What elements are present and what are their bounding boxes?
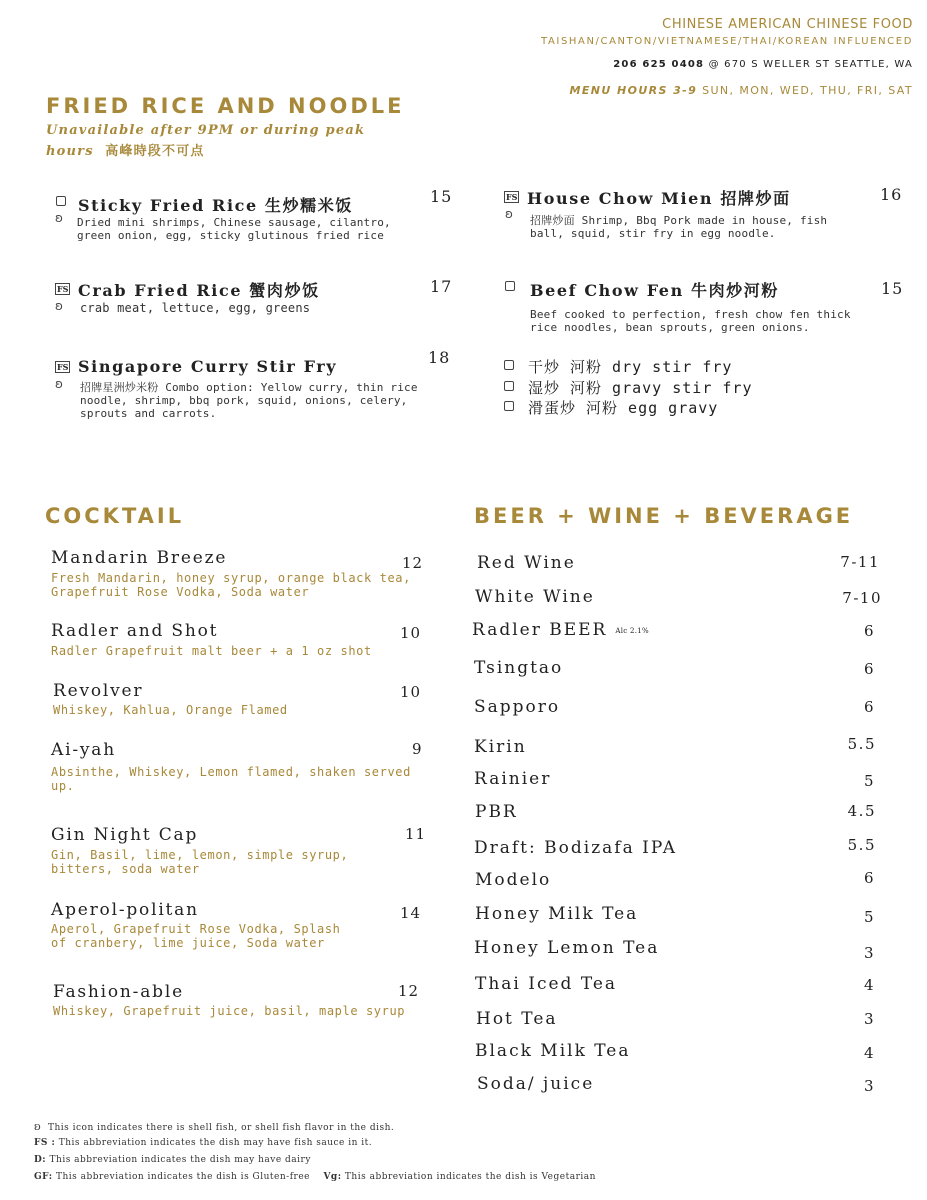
shrimp-icon: ʚ: [55, 299, 63, 313]
option-gravy-stir-fry: 湿炒 河粉 gravy stir fry: [528, 379, 753, 397]
beverage-price: 6: [863, 698, 875, 716]
cocktail-name: Revolver: [53, 681, 144, 701]
beverage-name: Thai Iced Tea: [475, 974, 618, 994]
beverage-name: White Wine: [475, 587, 595, 607]
legend-gluten-vegetarian: [34, 1172, 596, 1182]
cocktail-name: Aperol-politan: [51, 900, 199, 920]
cocktail-name: Radler and Shot: [51, 621, 219, 641]
legend-vg-key: Vg:: [323, 1172, 342, 1182]
beverage-price: 5: [863, 772, 875, 790]
beverage-price: 3: [863, 1077, 875, 1095]
cocktail-price: 12: [398, 982, 420, 1000]
cocktail-description: Absinthe, Whiskey, Lemon flamed, shaken served up.: [51, 765, 411, 793]
header-contact: [613, 59, 913, 70]
shrimp-icon: ʚ: [505, 207, 513, 221]
shrimp-icon: ʚ: [55, 211, 63, 225]
note-line-2: hours: [46, 144, 94, 159]
legend-vg-text: This abbreviation indicates the dish is Vegetarian: [344, 1172, 596, 1182]
beverage-name: Kirin: [474, 737, 527, 757]
beverage-price: 5.5: [847, 836, 876, 854]
beverage-price: 3: [863, 1010, 875, 1028]
dish-price: 15: [881, 279, 904, 298]
dish-description: crab meat, lettuce, egg, greens: [80, 301, 311, 315]
shrimp-icon: ʚ: [55, 377, 63, 391]
fish-sauce-tag: FS: [57, 284, 69, 294]
legend-gf-text: This abbreviation indicates the dish is Gluten-free: [55, 1172, 310, 1182]
beverage-price: 6: [863, 869, 875, 887]
fried-rice-availability-note: [46, 120, 386, 162]
header-restaurant-type: CHINESE AMERICAN CHINESE FOOD: [662, 17, 913, 32]
beverage-price: 7-11: [840, 553, 880, 571]
cocktail-description: Whiskey, Kahlua, Orange Flamed: [53, 703, 288, 717]
cocktail-name: Fashion-able: [53, 982, 184, 1002]
beverage-price: 6: [863, 622, 875, 640]
beverage-name: Honey Lemon Tea: [474, 938, 660, 958]
fried-rice-section-title: FRIED RICE AND NOODLE: [46, 94, 405, 118]
legend-fs-key: FS :: [34, 1138, 56, 1148]
beverage-price: 7-10: [842, 589, 882, 607]
beverage-name: Modelo: [475, 870, 552, 890]
beverage-name: Soda/ juice: [477, 1074, 595, 1094]
menu-hours-days: SUN, MON, WED, THU, FRI, SAT: [702, 84, 913, 97]
beverage-name: Rainier: [474, 769, 552, 789]
beverage-name: [472, 620, 649, 640]
checkbox-icon: [504, 381, 514, 391]
cocktail-section-title: COCKTAIL: [45, 504, 185, 528]
beverage-name: Sapporo: [474, 697, 561, 717]
checkbox-icon: [504, 401, 514, 411]
cocktail-description: Fresh Mandarin, honey syrup, orange black tea, Grapefruit Rose Vodka, Soda water: [51, 571, 411, 599]
beverage-name: Black Milk Tea: [475, 1041, 631, 1061]
address: @ 670 S WELLER ST SEATTLE, WA: [708, 59, 913, 70]
dish-description: Beef cooked to perfection, fresh chow fen thick rice noodles, bean sprouts, green onions.: [530, 308, 851, 334]
beverage-price: 4: [863, 1044, 875, 1062]
cocktail-name: Ai-yah: [51, 740, 116, 760]
header-hours: [570, 84, 913, 97]
checkbox-icon: [56, 196, 66, 206]
dish-description: 招牌星洲炒米粉 Combo option: Yellow curry, thin rice noodle, shrimp, bbq pork, squid, onions, celery, sprouts and carrots.: [80, 381, 418, 420]
cocktail-price: 12: [402, 554, 424, 572]
cocktail-description: Gin, Basil, lime, lemon, simple syrup, bitters, soda water: [51, 848, 349, 876]
fish-sauce-tag: FS: [506, 192, 518, 202]
fish-sauce-tag: FS: [57, 362, 69, 372]
legend-d-text: This abbreviation indicates the dish may have dairy: [49, 1155, 311, 1165]
beverage-name: Hot Tea: [476, 1009, 558, 1029]
dish-price: 15: [430, 187, 453, 206]
beverage-price: 6: [863, 660, 875, 678]
beverage-price: 5: [863, 908, 875, 926]
beverage-name: Tsingtao: [474, 658, 564, 678]
legend-fish-sauce: [34, 1138, 372, 1148]
cocktail-price: 9: [412, 740, 423, 758]
beverage-price: 4: [863, 976, 875, 994]
option-egg-gravy: 滑蛋炒 河粉 egg gravy: [528, 399, 719, 417]
beverage-name: PBR: [475, 802, 518, 822]
dish-description: Dried mini shrimps, Chinese sausage, cilantro, green onion, egg, sticky glutinous fried rice: [77, 216, 391, 242]
cocktail-price: 14: [400, 904, 422, 922]
cocktail-description: Whiskey, Grapefruit juice, basil, maple syrup: [53, 1004, 406, 1018]
shrimp-icon: ʚ: [34, 1120, 42, 1133]
cocktail-name: Mandarin Breeze: [51, 548, 228, 568]
beverage-price: 4.5: [847, 802, 876, 820]
beverage-price: 3: [863, 944, 875, 962]
dish-name-singapore-curry: Singapore Curry Stir Fry: [78, 357, 338, 376]
legend-dairy: [34, 1155, 311, 1165]
dish-name-beef-chow-fen: Beef Chow Fen 牛肉炒河粉: [530, 281, 779, 300]
beverage-name: Red Wine: [477, 553, 576, 573]
dish-name-crab-fried-rice: Crab Fried Rice 蟹肉炒饭: [78, 281, 320, 300]
beverage-name-text: Radler BEER: [472, 620, 608, 640]
beverage-name: Draft: Bodizafa IPA: [474, 838, 677, 858]
phone-number: 206 625 0408: [613, 59, 705, 70]
dish-description: 招牌炒面 Shrimp, Bbq Pork made in house, fish ball, squid, stir fry in egg noodle.: [530, 214, 828, 240]
cocktail-price: 10: [400, 624, 422, 642]
note-chinese: 高峰時段不可点: [105, 144, 205, 159]
dish-name-sticky-fried-rice: Sticky Fried Rice 生炒糯米饭: [78, 196, 353, 215]
checkbox-icon: [504, 360, 514, 370]
cocktail-description: Radler Grapefruit malt beer + a 1 oz shot: [51, 644, 372, 658]
beverage-name: Honey Milk Tea: [475, 904, 639, 924]
note-line-1: Unavailable after 9PM or during peak: [46, 123, 366, 138]
cocktail-name: Gin Night Cap: [51, 825, 199, 845]
beverage-section-title: BEER + WINE + BEVERAGE: [474, 504, 854, 528]
option-dry-stir-fry: 干炒 河粉 dry stir fry: [528, 358, 733, 376]
legend-shellfish: [34, 1121, 394, 1133]
legend-shellfish-text: This icon indicates there is shell fish, or shell fish flavor in the dish.: [47, 1123, 395, 1133]
cocktail-price: 10: [400, 683, 422, 701]
alcohol-note: Alc 2.1%: [615, 626, 649, 635]
legend-gf-key: GF:: [34, 1172, 53, 1182]
checkbox-icon: [505, 281, 515, 291]
header-influences: TAISHAN/CANTON/VIETNAMESE/THAI/KOREAN INFLUENCED: [541, 36, 913, 47]
dish-name-house-chow-mien: House Chow Mien 招牌炒面: [527, 189, 791, 208]
dish-price: 17: [430, 277, 453, 296]
dish-price: 18: [428, 348, 451, 367]
cocktail-price: 11: [405, 825, 427, 843]
dish-price: 16: [880, 185, 903, 204]
beverage-price: 5.5: [847, 735, 876, 753]
cocktail-description: Aperol, Grapefruit Rose Vodka, Splash of cranbery, lime juice, Soda water: [51, 922, 341, 950]
menu-hours-label: MENU HOURS 3-9: [569, 84, 698, 97]
legend-d-key: D:: [34, 1155, 47, 1165]
legend-fs-text: This abbreviation indicates the dish may have fish sauce in it.: [58, 1138, 373, 1148]
